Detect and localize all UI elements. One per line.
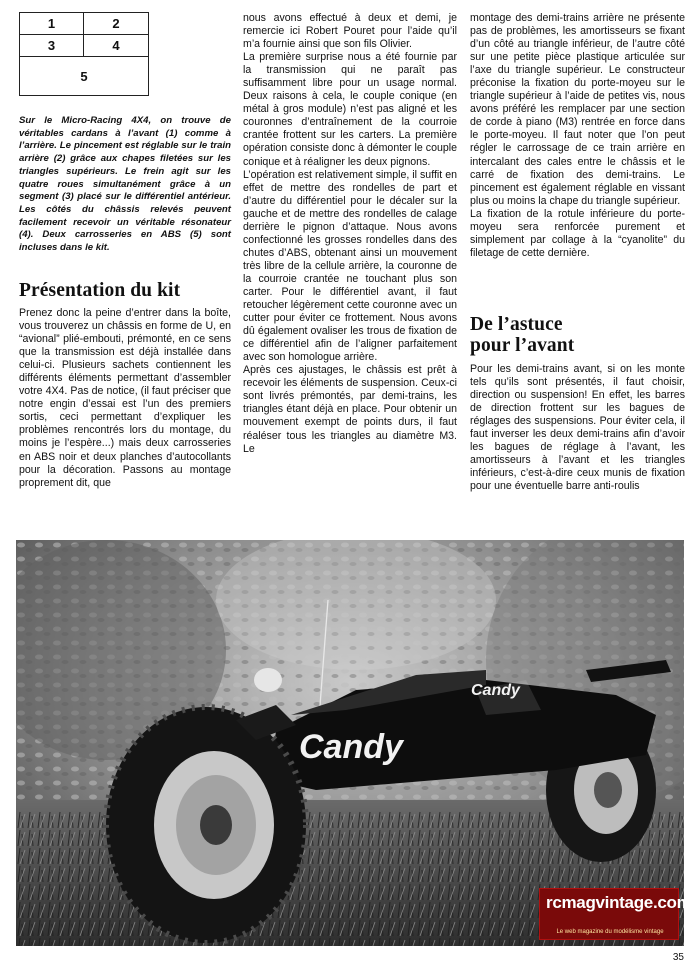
logo-tagline: Le web magazine du modélisme vintage — [556, 929, 664, 935]
section-presentation — [19, 280, 231, 490]
photo-caption — [19, 115, 231, 255]
paragraph: Après ces ajustages, le châssis est prêt à recevoir les éléments de suspension. Ceux-ci sont livrés prémontés, par demi-trains, les triangles étant déjà en place. Pour obtenir un mouvement exempt de points durs, il faut réaléser tous les triangles au diamètre M3. Le — [243, 364, 457, 455]
paragraph: Prenez donc la peine d’entrer dans la boîte, vous trouverez un châssis en forme de U, en “avional” plié-embouti, prémonté, en ce sens que la transmission est déjà installée dans celui-ci. Plusieurs sachets contiennent les différents éléments permettant d’assembler votre 4X4. Pas de notice, (il faut préciser que notre engin d’essai est l’un des premiers sortis, ceci permettant d’expliquer les problèmes rencontrés lors du montage, du moins je l’espère...) mais deux carrosseries en ABS noir et deux planches d’autocollants pour la décoration. Passons au montage proprement dit, que — [19, 307, 231, 489]
article-column-2 — [243, 12, 457, 456]
paragraph: nous avons effectué à deux et demi, je remercie ici Robert Pouret pour l’aide qu’il m’a fournie ainsi que son fils Olivier. — [243, 12, 457, 51]
buggy-photo-illustration — [16, 540, 684, 946]
section-presentation-body — [19, 307, 231, 490]
caption-text: Sur le Micro-Racing 4X4, on trouve de véritables cardans à l’avant (1) comme à l’arrière. Le pincement est réglable sur le train arrière (2) grâce aux chapes filetées sur les triangles supérieurs. Le frein agit sur les quatre roues simultanément grâce à un segment (3) placé sur le différentiel antérieur. Les côtés du châssis relevés peuvent facilement recevoir un véritable résonateur (4). Deux carrosseries en ABS (5) sont incluses dans le kit. — [19, 115, 231, 254]
section-front-body — [470, 363, 685, 493]
paragraph: La fixation de la rotule inférieure du porte-moyeu sera renforcée purement et simplement par collage à la “cyanolite” du filetage de cette dernière. — [470, 207, 685, 259]
article-column-3 — [470, 12, 685, 260]
logo-wordmark: rcmagvintage.com — [546, 893, 692, 912]
photo-index-grid — [19, 12, 149, 96]
section-heading-presentation: Présentation du kit — [19, 280, 181, 301]
heading-line: De l’astuce — [470, 314, 563, 335]
rcmagvintage-logo — [539, 888, 692, 940]
section-front-tips — [470, 314, 685, 493]
heading-line: pour l’avant — [470, 335, 575, 356]
paragraph: Pour les demi-trains avant, si on les monte tels qu’ils sont présentés, il faut choisir, direction ou suspension! En effet, les barres de direction frottent sur les bagues de réglages des suspensions. Pour éviter cela, il faut inverser les deux demi-trains afin d’avoir les bagues de réglage à l’avant, les amortisseurs à l’avant et les triangles inférieurs, c’est-à-dire ceux munis de fixation pour une éventuelle barre anti-roulis — [470, 363, 685, 493]
paragraph: L’opération est relativement simple, il suffit en effet de mettre des rondelles de part et d’autre du différentiel pour le décaler sur la gauche et de mettre des rondelles de calage derrière le pignon d’attaque. Nous avons confectionné les grosses rondelles dans des chutes d’ABS, obtenant ainsi un mouvement très libre de la cellule arrière, la couronne de la courroie crantée ne touchant plus son carter. Pour le différentiel avant, il faut retoucher légèrement cette couronne avec un cutter pour éviter ce frottement. Nous avons dû également ovaliser les trous de fixation de ce différentiel afin de l’aligner parfaitement avec son homologue arrière. — [243, 168, 457, 364]
section-heading-front — [470, 314, 685, 356]
body-decal-text: Candy — [299, 728, 403, 766]
photo-index-5: 5 — [80, 68, 88, 84]
page-number: 35 — [672, 952, 684, 963]
buggy-photo — [16, 540, 684, 946]
side-decal-text: Candy — [471, 682, 520, 699]
paragraph: montage des demi-trains arrière ne présente pas de problèmes, les amortisseurs se fixant d’un côté au triangle inférieur, de l’autre côté sur une petite pièce plastique articulée sur l’axe du triangle supérieur. Le constructeur préconise la fixation du porte-moyeu sur le triangle supérieur à l’aide de petites vis, nous avons préféré les remplacer par une section de corde à piano (M3) rentrée en force dans le porte-moyeu. Il faut noter que l’on peut régler le carrossage de ce train arrière en intercalant des cales entre le châssis et le carré de fixation des demi-trains. Le pincement est également réglable en vissant plus ou moins la chape du triangle supérieur. — [470, 12, 685, 207]
photo-index-3: 3 — [20, 35, 84, 57]
paragraph: La première surprise nous a été fournie par la transmission qui ne paraît pas suffisamment libre pour un usage normal. Deux raisons à cela, le couple conique (en métal à gros module) n’est pas aligné et les couronnes d’entraînement de la courroie crantée frottent sur les carters. La première opération consiste donc à démonter le couple conique et à réaligner les deux pignons. — [243, 51, 457, 168]
photo-index-2: 2 — [84, 13, 148, 35]
photo-index-4: 4 — [84, 35, 148, 57]
photo-index-1: 1 — [20, 13, 84, 35]
